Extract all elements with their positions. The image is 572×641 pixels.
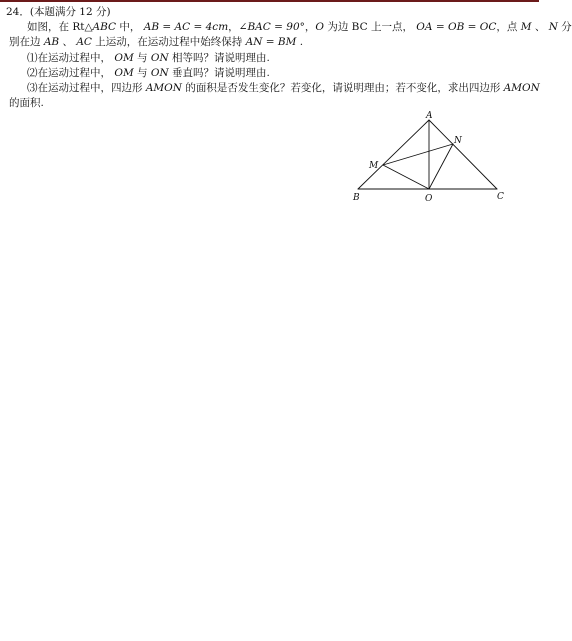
intro-text: 、 <box>531 21 549 33</box>
segment-om: OM <box>114 67 134 79</box>
question-text: 垂直吗？请说明理由. <box>168 67 270 79</box>
equation-oa-ob-oc: OA = OB = OC <box>416 21 497 33</box>
label-c: C <box>497 192 504 202</box>
segment-on: ON <box>150 52 169 64</box>
intro-text: 中， <box>116 21 144 33</box>
label-m: M <box>369 161 379 171</box>
question-text: 与 <box>133 52 151 64</box>
question-3-tail: 的面积. <box>9 97 44 109</box>
problem-header: 24．(本题满分 12 分) <box>6 6 111 18</box>
question-text: 的面积是否发生变化？若变化，请说明理由；若不变化，求出四边形 <box>181 82 504 94</box>
intro-text: 上运动，在运动过程中始终保持 <box>91 36 246 48</box>
label-n: N <box>454 136 462 146</box>
side-ac-line <box>429 120 497 189</box>
question-text: ⑴在运动过程中， <box>27 52 115 64</box>
equation-ab-ac: AB = AC = 4cm <box>143 21 229 33</box>
angle-bac: BAC = 90° <box>247 21 305 33</box>
question-text: ⑵在运动过程中， <box>27 67 115 79</box>
quad-amon: AMON <box>503 82 540 94</box>
segment-mo <box>383 165 429 189</box>
intro-text: 如图，在 Rt△ <box>27 21 93 33</box>
equation-an-bm: AN = BM <box>245 36 297 48</box>
intro-text: . <box>296 36 304 48</box>
label-a: A <box>426 111 433 121</box>
segment-no <box>429 144 453 189</box>
side-ab: AB <box>43 36 60 48</box>
intro-text: ，∠ <box>228 21 248 33</box>
side-ac: AC <box>76 36 92 48</box>
quad-amon: AMON <box>145 82 182 94</box>
intro-text: 分 <box>557 21 572 33</box>
intro-text: 为边 BC 上一点， <box>324 21 417 33</box>
intro-text: ， <box>304 21 316 33</box>
intro-text: 、 <box>59 36 77 48</box>
intro-text: 别在边 <box>9 36 44 48</box>
point-n: N <box>548 21 558 33</box>
segment-on: ON <box>150 67 169 79</box>
question-text: 与 <box>133 67 151 79</box>
triangle-name: ABC <box>92 21 117 33</box>
label-b: B <box>353 193 360 203</box>
question-text: ⑶在运动过程中，四边形 <box>27 82 146 94</box>
question-text: 相等吗？请说明理由. <box>168 52 270 64</box>
segment-om: OM <box>114 52 134 64</box>
intro-text: ，点 <box>496 21 521 33</box>
label-o: O <box>425 194 433 204</box>
point-o: O <box>315 21 324 33</box>
point-m: M <box>520 21 532 33</box>
